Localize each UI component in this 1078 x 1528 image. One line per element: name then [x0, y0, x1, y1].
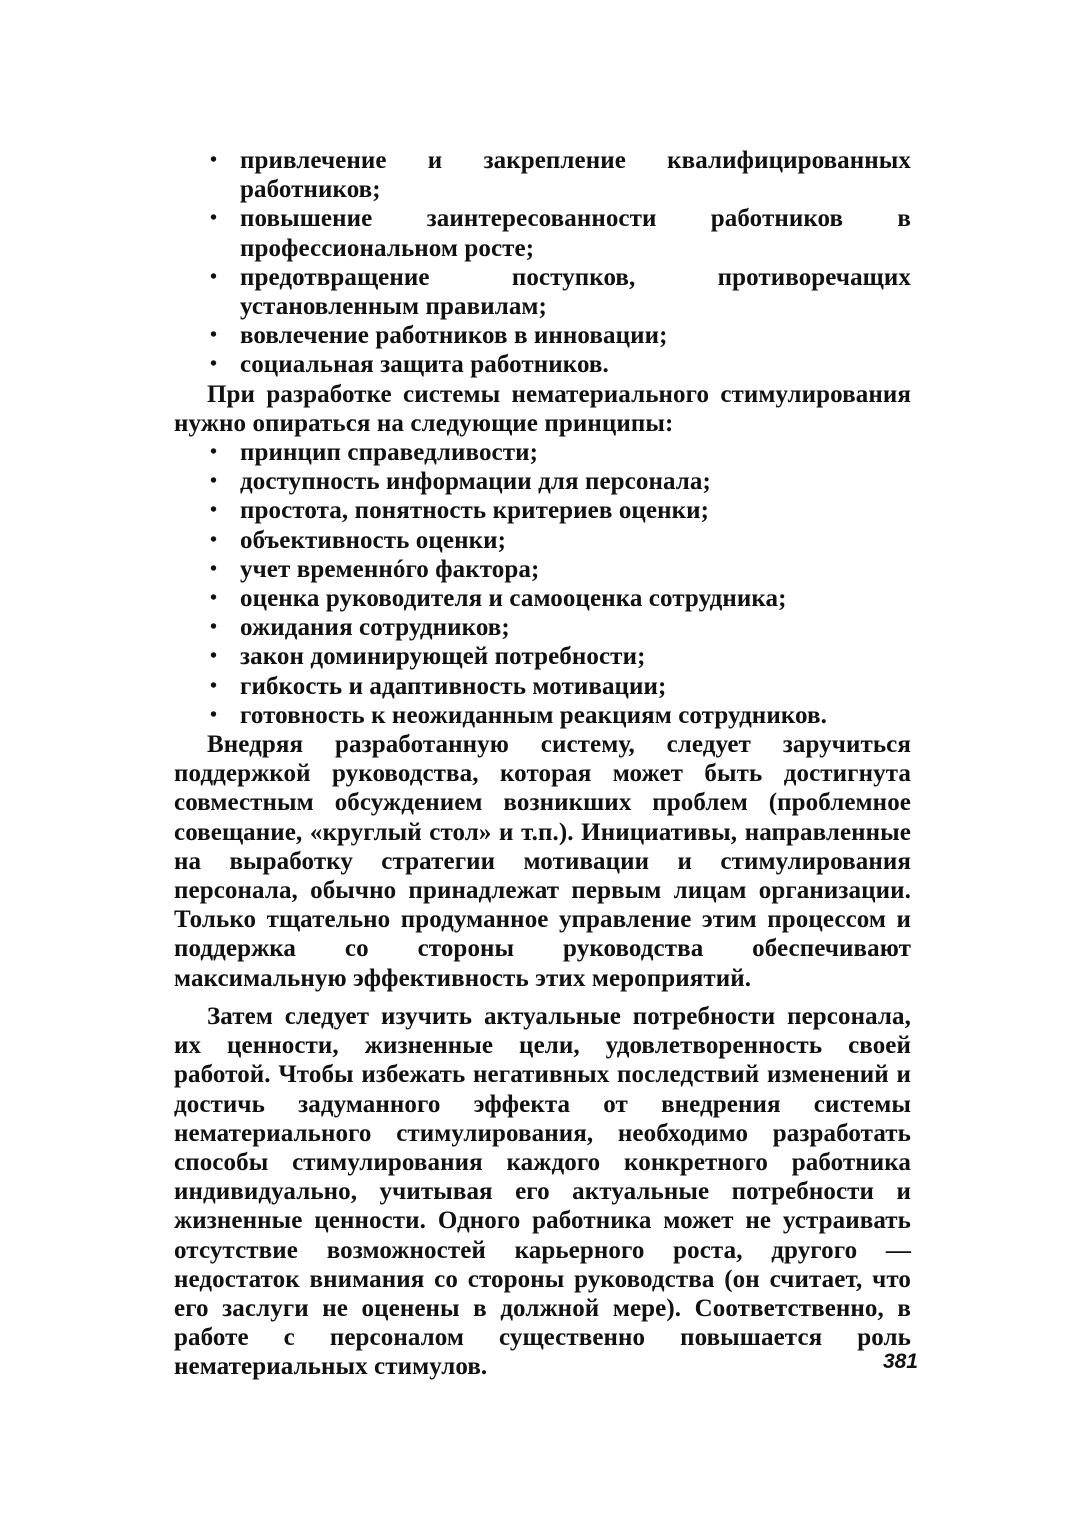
bullet-icon: • — [210, 499, 218, 522]
list-item-text: социальная защита работников. — [240, 351, 609, 379]
list-item-text: ожидания сотрудников; — [240, 614, 510, 642]
list-item-text: учет временнóго фактора; — [240, 555, 540, 583]
list-item — [174, 584, 911, 613]
list-item-text: объективность оценки; — [240, 526, 507, 554]
principles-bullet-list — [174, 438, 911, 730]
bullet-icon: • — [210, 324, 218, 347]
bullet-icon: • — [210, 470, 218, 493]
bullet-icon: • — [210, 616, 218, 639]
bullet-icon: • — [210, 353, 218, 376]
bullet-icon: • — [210, 207, 218, 230]
list-item-text: оценка руководителя и самооценка сотрудника; — [240, 585, 787, 613]
bullet-icon: • — [210, 645, 218, 668]
list-item — [174, 321, 911, 350]
list-item-text: вовлечение работников в инновации; — [240, 322, 668, 350]
implementation-paragraph: Внедряя разработанную систему, следует заручиться поддержкой руководства, которая может быть достигнута совместным обсуждением возникших проблем (проблемное совещание, «круглый стол» и т.п.). Инициативы, направленные на выработку стратегии мотивации и стимулирования персонала, обычно принадлежат первым лицам организации. Только тщательно продуманное управление этим процессом и поддержка со стороны руководства обеспечивают максимальную эффективность этих мероприятий. — [174, 731, 911, 992]
list-item — [174, 438, 911, 467]
list-item-text: простота, понятность критериев оценки; — [240, 497, 710, 525]
list-item-text: закон доминирующей потребности; — [240, 643, 646, 671]
goals-bullet-list — [174, 146, 911, 380]
list-item-text: доступность информации для персонала; — [240, 468, 711, 496]
list-item-text: принцип справедливости; — [240, 439, 539, 467]
bullet-icon: • — [210, 265, 218, 288]
page-number: 381 — [882, 1350, 918, 1373]
list-item — [174, 263, 911, 321]
list-item — [174, 613, 911, 642]
list-item — [174, 146, 911, 204]
list-item — [174, 526, 911, 555]
list-item — [174, 555, 911, 584]
list-item-text: готовность к неожиданным реакциям сотрудников. — [240, 701, 827, 729]
bullet-icon: • — [210, 441, 218, 464]
list-item — [174, 467, 911, 496]
list-item — [174, 672, 911, 701]
needs-paragraph: Затем следует изучить актуальные потребности персонала, их ценности, жизненные цели, удовлетворенность своей работой. Чтобы избежать негативных последствий изменений и достичь задуманного эффекта от внедрения системы нематериального стимулирования, необходимо разработать способы стимулирования каждого конкретного работника индивидуально, учитывая его актуальные потребности и жизненные ценности. Одного работника может не устраивать отсутствие возможностей карьерного роста, другого — недостаток внимания со стороны руководства (он считает, что его заслуги не оценены в должной мере). Соответственно, в работе с персоналом существенно повышается роль нематериальных стимулов. — [174, 1002, 911, 1381]
list-item-text: повышение заинтересованности работников в профессиональном росте; — [240, 205, 911, 262]
list-item — [174, 350, 911, 379]
list-item-text: привлечение и закрепление квалифицированных работников; — [240, 147, 911, 204]
bullet-icon: • — [210, 703, 218, 726]
list-item-text: предотвращение поступков, противоречащих установленным правилам; — [240, 263, 911, 321]
bullet-icon: • — [210, 149, 218, 171]
list-item — [174, 204, 911, 262]
list-item — [174, 701, 911, 730]
list-item — [174, 642, 911, 671]
list-item — [174, 496, 911, 525]
bullet-icon: • — [210, 557, 218, 580]
bullet-icon: • — [210, 528, 218, 551]
page-body-text — [174, 146, 911, 1382]
list-item-text: гибкость и адаптивность мотивации; — [240, 672, 667, 700]
bullet-icon: • — [210, 587, 218, 610]
bullet-icon: • — [210, 674, 218, 697]
principles-intro-paragraph: При разработке системы нематериального стимулирования нужно опираться на следующие принципы: — [174, 380, 911, 437]
